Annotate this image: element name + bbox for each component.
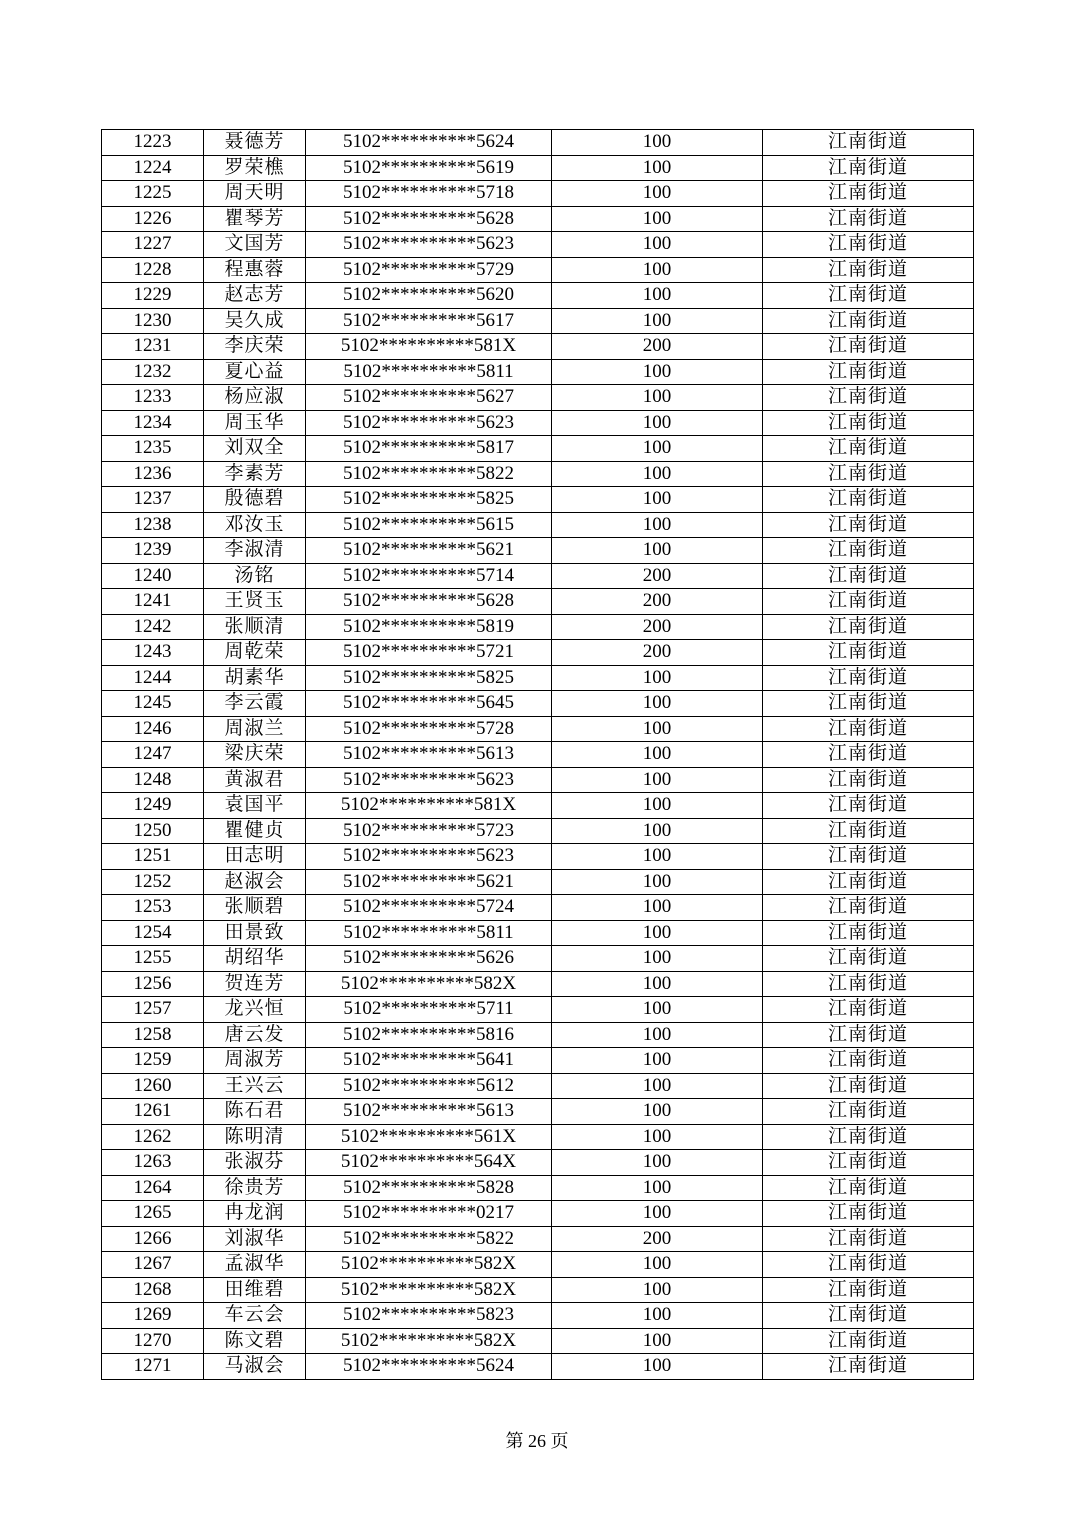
table-row [102,1354,974,1380]
table-row [102,1048,974,1074]
street-cell: 江南街道 [763,946,974,972]
amount-cell: 100 [552,920,763,946]
street-cell: 江南街道 [763,767,974,793]
serial-number-cell: 1230 [102,308,204,334]
serial-number-cell: 1255 [102,946,204,972]
serial-number-cell: 1249 [102,793,204,819]
street-cell: 江南街道 [763,818,974,844]
serial-number-cell: 1261 [102,1099,204,1125]
id-number-cell: 5102**********5729 [306,257,552,283]
serial-number-cell: 1246 [102,716,204,742]
street-cell: 江南街道 [763,512,974,538]
id-number-cell: 5102**********5623 [306,767,552,793]
name-cell: 赵志芳 [204,283,306,309]
id-number-cell: 5102**********5811 [306,920,552,946]
amount-cell: 100 [552,257,763,283]
name-cell: 周玉华 [204,410,306,436]
serial-number-cell: 1253 [102,895,204,921]
amount-cell: 100 [552,283,763,309]
serial-number-cell: 1233 [102,385,204,411]
street-cell: 江南街道 [763,257,974,283]
amount-cell: 100 [552,1099,763,1125]
amount-cell: 100 [552,155,763,181]
id-number-cell: 5102**********5623 [306,844,552,870]
amount-cell: 100 [552,665,763,691]
page-number: 第 26 页 [505,1431,569,1451]
serial-number-cell: 1237 [102,487,204,513]
street-cell: 江南街道 [763,997,974,1023]
name-cell: 陈明清 [204,1124,306,1150]
table-row [102,461,974,487]
amount-cell: 100 [552,308,763,334]
id-number-cell: 5102**********5617 [306,308,552,334]
name-cell: 李素芳 [204,461,306,487]
serial-number-cell: 1224 [102,155,204,181]
street-cell: 江南街道 [763,538,974,564]
serial-number-cell: 1252 [102,869,204,895]
serial-number-cell: 1235 [102,436,204,462]
street-cell: 江南街道 [763,283,974,309]
name-cell: 徐贵芳 [204,1175,306,1201]
id-number-cell: 5102**********5645 [306,691,552,717]
id-number-cell: 5102**********5723 [306,818,552,844]
amount-cell: 100 [552,1328,763,1354]
table-row [102,640,974,666]
table-row [102,1175,974,1201]
amount-cell: 200 [552,1226,763,1252]
id-number-cell: 5102**********5621 [306,869,552,895]
name-cell: 黄淑君 [204,767,306,793]
amount-cell: 100 [552,742,763,768]
street-cell: 江南街道 [763,1303,974,1329]
name-cell: 周淑芳 [204,1048,306,1074]
serial-number-cell: 1228 [102,257,204,283]
amount-cell: 100 [552,1252,763,1278]
name-cell: 李淑清 [204,538,306,564]
name-cell: 张顺清 [204,614,306,640]
street-cell: 江南街道 [763,691,974,717]
amount-cell: 100 [552,1354,763,1380]
amount-cell: 100 [552,716,763,742]
name-cell: 吴久成 [204,308,306,334]
table-row [102,359,974,385]
table-row [102,767,974,793]
amount-cell: 200 [552,334,763,360]
table-row [102,1277,974,1303]
serial-number-cell: 1265 [102,1201,204,1227]
id-number-cell: 5102**********5621 [306,538,552,564]
amount-cell: 100 [552,232,763,258]
id-number-cell: 5102**********5628 [306,206,552,232]
roster-table [101,129,974,1380]
id-number-cell: 5102**********581X [306,793,552,819]
serial-number-cell: 1256 [102,971,204,997]
id-number-cell: 5102**********5619 [306,155,552,181]
id-number-cell: 5102**********5718 [306,181,552,207]
name-cell: 殷德碧 [204,487,306,513]
street-cell: 江南街道 [763,920,974,946]
amount-cell: 100 [552,844,763,870]
street-cell: 江南街道 [763,716,974,742]
name-cell: 王贤玉 [204,589,306,615]
street-cell: 江南街道 [763,971,974,997]
amount-cell: 100 [552,436,763,462]
table-row [102,283,974,309]
table-row [102,971,974,997]
street-cell: 江南街道 [763,232,974,258]
amount-cell: 100 [552,793,763,819]
street-cell: 江南街道 [763,1022,974,1048]
amount-cell: 200 [552,589,763,615]
name-cell: 瞿琴芳 [204,206,306,232]
name-cell: 李云霞 [204,691,306,717]
amount-cell: 100 [552,1022,763,1048]
street-cell: 江南街道 [763,487,974,513]
name-cell: 孟淑华 [204,1252,306,1278]
id-number-cell: 5102**********5711 [306,997,552,1023]
table-row [102,155,974,181]
roster-table-body [102,130,974,1380]
name-cell: 邓汝玉 [204,512,306,538]
serial-number-cell: 1238 [102,512,204,538]
table-row [102,818,974,844]
street-cell: 江南街道 [763,181,974,207]
amount-cell: 100 [552,410,763,436]
street-cell: 江南街道 [763,461,974,487]
id-number-cell: 5102**********0217 [306,1201,552,1227]
serial-number-cell: 1254 [102,920,204,946]
table-row [102,512,974,538]
table-row [102,1303,974,1329]
amount-cell: 100 [552,767,763,793]
id-number-cell: 5102**********582X [306,1328,552,1354]
id-number-cell: 5102**********582X [306,1252,552,1278]
table-row [102,308,974,334]
serial-number-cell: 1227 [102,232,204,258]
name-cell: 刘双全 [204,436,306,462]
table-row [102,385,974,411]
serial-number-cell: 1260 [102,1073,204,1099]
table-row [102,869,974,895]
id-number-cell: 5102**********582X [306,1277,552,1303]
table-row [102,1328,974,1354]
id-number-cell: 5102**********5641 [306,1048,552,1074]
name-cell: 冉龙润 [204,1201,306,1227]
serial-number-cell: 1223 [102,130,204,156]
id-number-cell: 5102**********5819 [306,614,552,640]
id-number-cell: 5102**********5714 [306,563,552,589]
amount-cell: 100 [552,1048,763,1074]
id-number-cell: 5102**********5623 [306,410,552,436]
amount-cell: 100 [552,487,763,513]
amount-cell: 100 [552,206,763,232]
name-cell: 罗荣樵 [204,155,306,181]
street-cell: 江南街道 [763,793,974,819]
amount-cell: 200 [552,614,763,640]
serial-number-cell: 1240 [102,563,204,589]
table-row [102,1226,974,1252]
street-cell: 江南街道 [763,665,974,691]
serial-number-cell: 1270 [102,1328,204,1354]
serial-number-cell: 1245 [102,691,204,717]
serial-number-cell: 1247 [102,742,204,768]
id-number-cell: 5102**********5816 [306,1022,552,1048]
amount-cell: 100 [552,1277,763,1303]
street-cell: 江南街道 [763,895,974,921]
id-number-cell: 5102**********5623 [306,232,552,258]
serial-number-cell: 1259 [102,1048,204,1074]
amount-cell: 100 [552,1150,763,1176]
amount-cell: 200 [552,563,763,589]
amount-cell: 100 [552,869,763,895]
name-cell: 王兴云 [204,1073,306,1099]
serial-number-cell: 1269 [102,1303,204,1329]
street-cell: 江南街道 [763,1048,974,1074]
serial-number-cell: 1263 [102,1150,204,1176]
table-row [102,691,974,717]
id-number-cell: 5102**********581X [306,334,552,360]
street-cell: 江南街道 [763,1175,974,1201]
table-row [102,538,974,564]
street-cell: 江南街道 [763,334,974,360]
street-cell: 江南街道 [763,1099,974,1125]
name-cell: 车云会 [204,1303,306,1329]
amount-cell: 100 [552,971,763,997]
amount-cell: 100 [552,997,763,1023]
street-cell: 江南街道 [763,1354,974,1380]
table-row [102,563,974,589]
table-row [102,793,974,819]
id-number-cell: 5102**********5822 [306,461,552,487]
table-row [102,1252,974,1278]
id-number-cell: 5102**********5627 [306,385,552,411]
name-cell: 马淑会 [204,1354,306,1380]
table-row [102,436,974,462]
amount-cell: 100 [552,691,763,717]
name-cell: 瞿健贞 [204,818,306,844]
id-number-cell: 5102**********5811 [306,359,552,385]
id-number-cell: 5102**********5822 [306,1226,552,1252]
table-row [102,232,974,258]
street-cell: 江南街道 [763,359,974,385]
name-cell: 李庆荣 [204,334,306,360]
amount-cell: 100 [552,895,763,921]
amount-cell: 100 [552,1303,763,1329]
street-cell: 江南街道 [763,1277,974,1303]
table-row [102,665,974,691]
name-cell: 刘淑华 [204,1226,306,1252]
serial-number-cell: 1262 [102,1124,204,1150]
name-cell: 陈石君 [204,1099,306,1125]
id-number-cell: 5102**********5823 [306,1303,552,1329]
serial-number-cell: 1234 [102,410,204,436]
serial-number-cell: 1231 [102,334,204,360]
id-number-cell: 5102**********5817 [306,436,552,462]
table-row [102,206,974,232]
amount-cell: 100 [552,359,763,385]
street-cell: 江南街道 [763,563,974,589]
table-row [102,589,974,615]
serial-number-cell: 1251 [102,844,204,870]
name-cell: 胡绍华 [204,946,306,972]
street-cell: 江南街道 [763,1073,974,1099]
street-cell: 江南街道 [763,1124,974,1150]
name-cell: 周乾荣 [204,640,306,666]
id-number-cell: 5102**********5828 [306,1175,552,1201]
serial-number-cell: 1232 [102,359,204,385]
table-row [102,716,974,742]
serial-number-cell: 1239 [102,538,204,564]
serial-number-cell: 1229 [102,283,204,309]
serial-number-cell: 1236 [102,461,204,487]
amount-cell: 100 [552,512,763,538]
street-cell: 江南街道 [763,640,974,666]
name-cell: 贺连芳 [204,971,306,997]
id-number-cell: 5102**********564X [306,1150,552,1176]
id-number-cell: 5102**********5613 [306,742,552,768]
amount-cell: 100 [552,181,763,207]
name-cell: 文国芳 [204,232,306,258]
table-row [102,181,974,207]
name-cell: 周天明 [204,181,306,207]
street-cell: 江南街道 [763,436,974,462]
id-number-cell: 5102**********5624 [306,1354,552,1380]
id-number-cell: 5102**********5825 [306,487,552,513]
name-cell: 田景致 [204,920,306,946]
serial-number-cell: 1266 [102,1226,204,1252]
name-cell: 陈文碧 [204,1328,306,1354]
serial-number-cell: 1268 [102,1277,204,1303]
table-row [102,844,974,870]
street-cell: 江南街道 [763,614,974,640]
serial-number-cell: 1257 [102,997,204,1023]
id-number-cell: 5102**********582X [306,971,552,997]
street-cell: 江南街道 [763,1201,974,1227]
street-cell: 江南街道 [763,410,974,436]
table-row [102,1022,974,1048]
id-number-cell: 5102**********5612 [306,1073,552,1099]
serial-number-cell: 1244 [102,665,204,691]
amount-cell: 100 [552,946,763,972]
amount-cell: 100 [552,1201,763,1227]
table-row [102,997,974,1023]
table-row [102,410,974,436]
table-row [102,895,974,921]
name-cell: 夏心益 [204,359,306,385]
table-row [102,130,974,156]
table-row [102,487,974,513]
name-cell: 张顺碧 [204,895,306,921]
street-cell: 江南街道 [763,1252,974,1278]
amount-cell: 100 [552,385,763,411]
street-cell: 江南街道 [763,130,974,156]
name-cell: 杨应淑 [204,385,306,411]
id-number-cell: 5102**********5825 [306,665,552,691]
serial-number-cell: 1248 [102,767,204,793]
amount-cell: 100 [552,461,763,487]
name-cell: 田维碧 [204,1277,306,1303]
street-cell: 江南街道 [763,1328,974,1354]
name-cell: 周淑兰 [204,716,306,742]
table-row [102,334,974,360]
table-row [102,1201,974,1227]
id-number-cell: 5102**********5624 [306,130,552,156]
table-row [102,614,974,640]
id-number-cell: 5102**********5615 [306,512,552,538]
street-cell: 江南街道 [763,1150,974,1176]
street-cell: 江南街道 [763,1226,974,1252]
serial-number-cell: 1226 [102,206,204,232]
serial-number-cell: 1264 [102,1175,204,1201]
name-cell: 袁国平 [204,793,306,819]
name-cell: 田志明 [204,844,306,870]
table-row [102,1124,974,1150]
table-row [102,1150,974,1176]
name-cell: 程惠蓉 [204,257,306,283]
id-number-cell: 5102**********5620 [306,283,552,309]
street-cell: 江南街道 [763,844,974,870]
table-row [102,742,974,768]
table-row [102,1099,974,1125]
name-cell: 龙兴恒 [204,997,306,1023]
amount-cell: 100 [552,130,763,156]
amount-cell: 100 [552,1073,763,1099]
id-number-cell: 5102**********5728 [306,716,552,742]
id-number-cell: 5102**********5724 [306,895,552,921]
amount-cell: 200 [552,640,763,666]
table-row [102,920,974,946]
table-row [102,257,974,283]
amount-cell: 100 [552,1175,763,1201]
amount-cell: 100 [552,1124,763,1150]
name-cell: 梁庆荣 [204,742,306,768]
street-cell: 江南街道 [763,869,974,895]
name-cell: 张淑芬 [204,1150,306,1176]
amount-cell: 100 [552,818,763,844]
name-cell: 聂德芳 [204,130,306,156]
id-number-cell: 5102**********5626 [306,946,552,972]
amount-cell: 100 [552,538,763,564]
street-cell: 江南街道 [763,206,974,232]
table-row [102,946,974,972]
name-cell: 胡素华 [204,665,306,691]
name-cell: 赵淑会 [204,869,306,895]
id-number-cell: 5102**********561X [306,1124,552,1150]
street-cell: 江南街道 [763,589,974,615]
id-number-cell: 5102**********5613 [306,1099,552,1125]
street-cell: 江南街道 [763,385,974,411]
serial-number-cell: 1267 [102,1252,204,1278]
name-cell: 唐云发 [204,1022,306,1048]
table-row [102,1073,974,1099]
street-cell: 江南街道 [763,155,974,181]
id-number-cell: 5102**********5721 [306,640,552,666]
serial-number-cell: 1225 [102,181,204,207]
id-number-cell: 5102**********5628 [306,589,552,615]
serial-number-cell: 1258 [102,1022,204,1048]
serial-number-cell: 1250 [102,818,204,844]
name-cell: 汤铭 [204,563,306,589]
street-cell: 江南街道 [763,308,974,334]
serial-number-cell: 1243 [102,640,204,666]
street-cell: 江南街道 [763,742,974,768]
serial-number-cell: 1242 [102,614,204,640]
serial-number-cell: 1271 [102,1354,204,1380]
serial-number-cell: 1241 [102,589,204,615]
